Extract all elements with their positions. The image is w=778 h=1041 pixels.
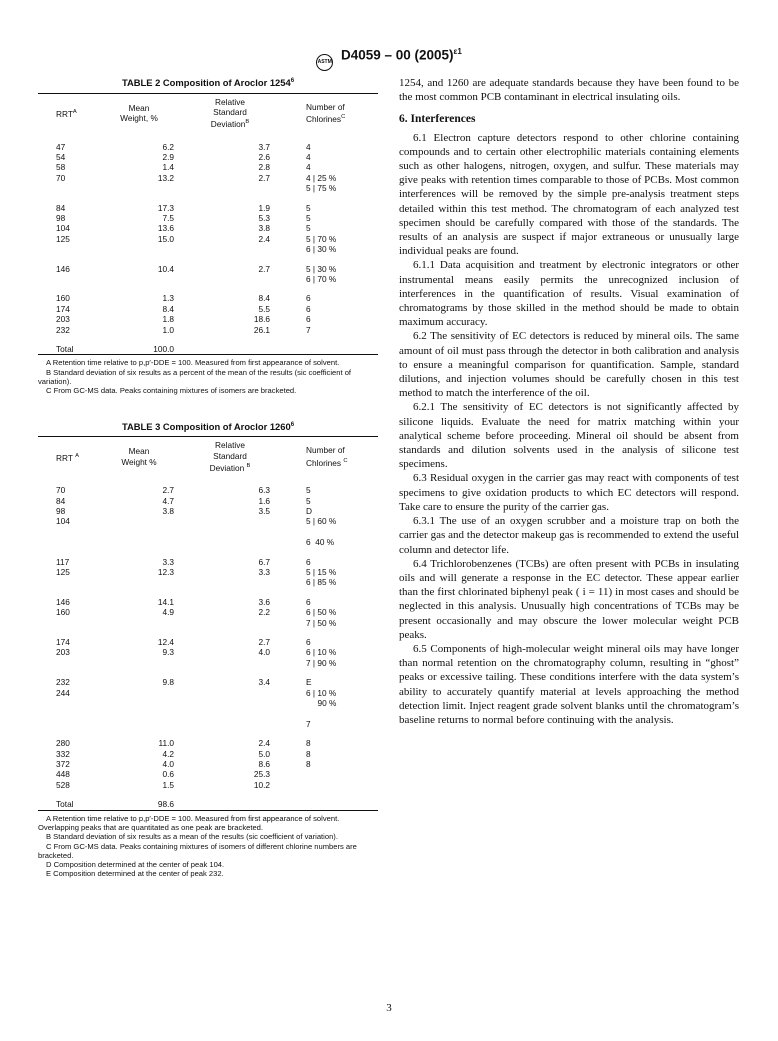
cell-mean: 17.3 <box>157 202 174 213</box>
cell-rrt: 146 <box>56 263 70 274</box>
table3-footnote-e: E Composition determined at the center of peak 232. <box>46 869 224 879</box>
cell-chlorines: 4 <box>306 151 311 162</box>
cell-rrt: 70 <box>56 172 66 183</box>
table-row <box>38 223 378 233</box>
cell-rrt: 104 <box>56 223 70 234</box>
cell-rsd: 1.6 <box>258 495 270 506</box>
cell-rsd: 2.8 <box>258 162 270 173</box>
paragraph-6-4: 6.4 Trichlorobenzenes (TCBs) are often present with PCBs in insulating oils and will generate a response in the EC detector. These appear earlier than the first chlorinated biphenyl peak ( i = 11) in most cases and should be neglected in this analysis. Unusually high concentrations of TCBs may be present occasionally and may obscure the lower molecular weight PCB peaks. <box>399 557 739 641</box>
table2-col-rsd: Relative Standard Deviation$^B$ <box>210 96 250 130</box>
document-header <box>0 47 778 71</box>
cell-rrt: 203 <box>56 647 70 658</box>
table-row <box>38 628 378 647</box>
table3 <box>38 437 378 810</box>
cell-rsd: 26.1 <box>253 324 270 335</box>
paragraph-6-5: 6.5 Components of high-molecular weight mineral oils may have longer than normal retention on the chromatography column, resulting in “ghost” peaks or excessive tailing. These conditions interfere with the data system’s ability to accurately quantify material at levels approaching the method detection limit. Inject reagent grade solvent blanks until the chromatogram’s baseline returns to normal before continuing with the analysis. <box>399 642 739 726</box>
cell-rsd: 8.4 <box>258 293 270 304</box>
table-row <box>38 749 378 759</box>
cell-rsd: 6.7 <box>258 556 270 567</box>
cell-chlorines <box>292 769 378 779</box>
cell-mean: 4.7 <box>162 495 174 506</box>
cell-mean: 6.2 <box>162 141 174 152</box>
cell-rrt: 125 <box>56 566 70 577</box>
section-heading: 6. Interferences <box>399 113 476 126</box>
cell-rsd: 3.7 <box>258 141 270 152</box>
cell-rsd: 10.2 <box>253 779 270 790</box>
page-number: 3 <box>386 1002 392 1014</box>
table3-footnote-d: D Composition determined at the center of peak 104. <box>46 860 225 870</box>
cell-rrt: 160 <box>56 293 70 304</box>
table-row <box>38 548 378 567</box>
table3-col-chlorines: Number of Chlorines $^C$ <box>306 445 348 468</box>
cell-rsd: 2.2 <box>258 607 270 618</box>
table2-footnotes <box>38 358 378 395</box>
cell-rrt: 280 <box>56 738 70 749</box>
cell-mean: 13.2 <box>157 172 174 183</box>
cell-mean: 10.4 <box>157 263 174 274</box>
cell-chlorines: 5 | 15 % 6 | 85 % <box>306 566 337 588</box>
cell-mean: 12.4 <box>157 637 174 647</box>
table2 <box>38 94 378 355</box>
cell-rsd: 2.6 <box>258 151 270 162</box>
cell-mean: 1.3 <box>162 293 174 304</box>
table-row <box>38 152 378 162</box>
cell-rsd: 2.7 <box>258 637 270 647</box>
paragraph-6-3-1: 6.3.1 The use of an oxygen scrubber and a moisture trap on both the carrier gas and the detector makeup gas is recommended to extend the useful column and detector life. <box>399 515 739 556</box>
cell-rrt: 54 <box>56 151 66 162</box>
table-row <box>38 234 378 255</box>
table2-title: TABLE 2 Composition of Aroclor 1254$^6$ <box>121 77 295 89</box>
cell-mean: 1.4 <box>162 162 174 173</box>
cell-mean: 9.8 <box>162 677 174 688</box>
cell-chlorines: 6 | 50 % 7 | 50 % <box>306 607 337 628</box>
cell-mean: 15.0 <box>157 233 174 244</box>
total-value: 98.6 <box>157 799 174 810</box>
table2-footnote-a: A Retention time relative to p,p′-DDE = 100. Measured from first appearance of solvent. <box>46 358 340 368</box>
cell-rrt: 528 <box>56 779 70 790</box>
cell-rsd: 18.6 <box>253 314 270 325</box>
cell-mean: 7.5 <box>162 212 174 223</box>
intro-paragraph: 1254, and 1260 are adequate standards because they have been found to be the most common PCB contaminant in electrical insulating oils. <box>399 77 739 104</box>
cell-rrt: 84 <box>56 495 66 506</box>
cell-rrt: 146 <box>56 596 70 607</box>
cell-mean: 1.8 <box>162 314 174 325</box>
cell-chlorines <box>292 780 378 790</box>
cell-mean: 0.6 <box>162 769 174 780</box>
cell-rrt: 203 <box>56 314 70 325</box>
cell-mean: 2.7 <box>162 485 174 496</box>
cell-rsd: 3.3 <box>258 566 270 577</box>
cell-chlorines: D 5 | 60 % 6 40 % <box>306 505 337 548</box>
table3-footnote-a: A Retention time relative to p,p′-DDE = 100. Measured from first appearance of solvent. Overlapping peaks that are quantitated as one peak are bracketed. <box>38 813 340 832</box>
cell-chlorines: 6 | 10 % 7 | 90 % <box>306 647 337 668</box>
cell-mean: 2.9 <box>162 151 174 162</box>
table-row <box>38 588 378 607</box>
left-column <box>38 76 378 879</box>
cell-mean: 1.0 <box>162 324 174 335</box>
table-row <box>38 729 378 748</box>
astm-logo-icon: ASTM <box>316 54 333 71</box>
table3-header-row <box>38 437 378 476</box>
table2-col-chlorines: Number of Chlorines$^C$ <box>306 101 346 124</box>
table2-footnote-c: C From GC-MS data. Peaks containing mixtures of isomers are bracketed. <box>46 386 297 396</box>
table3-footnote-b: B Standard deviation of six results as a mean of the results (sic coefficient of variation). <box>46 832 338 842</box>
designation-epsilon: ε1 <box>453 47 462 56</box>
table2-col-rrt: $RRT^A$ <box>56 108 77 119</box>
cell-chlorines: 7 <box>306 324 311 335</box>
cell-rsd: 2.7 <box>258 172 270 183</box>
table-row <box>38 213 378 223</box>
cell-mean: 11.0 <box>158 738 174 749</box>
paragraph-6-2: 6.2 The sensitivity of EC detectors is reduced by mineral oils. The same amount of oil must pass through the detector in both calibration and analysis to ensure a meaningful comparison for quantification. Sample, standard dilutions, and injection volumes should be carefully chosen in this test method to match the interference of the oil. <box>399 330 739 400</box>
cell-mean: 14.1 <box>157 596 174 607</box>
table-total-row <box>38 335 378 354</box>
cell-rrt: 98 104 <box>56 505 70 527</box>
table-row <box>38 769 378 779</box>
table-row <box>38 607 378 628</box>
cell-rrt: 174 <box>56 303 70 314</box>
cell-chlorines: 5 | 70 % 6 | 30 % <box>306 233 337 255</box>
table-total-row <box>38 790 378 809</box>
table-row <box>38 567 378 588</box>
cell-chlorines: 4 <box>306 141 311 152</box>
cell-chlorines: 6 <box>306 293 311 304</box>
cell-mean: 3.8 <box>162 505 174 516</box>
cell-mean: 4.2 <box>162 748 174 759</box>
table-row <box>38 194 378 213</box>
cell-chlorines: 8 <box>306 759 311 770</box>
paragraph-6-1-1: 6.1.1 Data acquisition and treatment by electronic integrators or other instrumental means easily permits the unrecognized inclusion of interferences in the quantification of results. Visual examination of chromatograms by those skilled in the method should be made to obtain maximum accuracy. <box>399 259 739 329</box>
table-row <box>38 173 378 194</box>
cell-chlorines: 8 <box>306 748 311 759</box>
paragraph-6-2-1: 6.2.1 The sensitivity of EC detectors is not significantly affected by silicone liquids. Evaluate the need for matrix matching within your analytical scheme before proceeding. Mineral oil should be absent from standards and dilution solvents used in the analysis of silicone test specimens. <box>399 401 739 471</box>
cell-rrt: 98 <box>56 212 66 223</box>
cell-rsd: 6.3 <box>258 485 270 496</box>
cell-chlorines: 6 <box>306 596 311 607</box>
cell-rrt: 232 <box>56 324 70 335</box>
table-row <box>38 506 378 548</box>
cell-rrt: 58 <box>56 162 66 173</box>
cell-mean: 13.6 <box>157 223 174 234</box>
cell-rsd: 3.5 <box>258 505 270 516</box>
table-row <box>38 780 378 790</box>
cell-rrt: 84 <box>56 202 66 213</box>
cell-rsd: 8.6 <box>258 759 270 770</box>
table3-footnotes <box>38 814 378 879</box>
cell-chlorines: 5 <box>306 495 311 506</box>
table2-col-mean: Mean Weight, % <box>120 102 158 124</box>
cell-rsd: 5.0 <box>258 748 270 759</box>
cell-rrt: 125 <box>56 233 70 244</box>
cell-chlorines: 6 <box>306 303 311 314</box>
table2-footnote-b: B Standard deviation of six results as a percent of the mean of the results (sic coefficient of variation). <box>38 367 352 387</box>
total-label: Total <box>56 799 74 810</box>
cell-rsd: 3.4 <box>258 677 270 688</box>
cell-mean: 4.9 <box>162 607 174 618</box>
cell-rrt: 232 244 <box>56 677 70 698</box>
cell-rsd: 2.4 <box>258 738 270 749</box>
table3-title: TABLE 3 Composition of Aroclor 1260$^6$ <box>121 420 295 432</box>
cell-mean: 4.0 <box>162 759 174 770</box>
table-row <box>38 496 378 506</box>
table-row <box>38 255 378 285</box>
cell-rsd: 4.0 <box>258 647 270 658</box>
table-row <box>38 668 378 729</box>
cell-chlorines: 8 <box>306 738 311 749</box>
table-row <box>38 304 378 314</box>
cell-chlorines: 5 <box>306 223 311 234</box>
table3-col-rsd: Relative Standard Deviation $^B$ <box>209 440 251 473</box>
table3-col-mean: Mean Weight % <box>121 446 157 467</box>
cell-mean: 12.3 <box>157 566 174 577</box>
table3-col-rrt: RRT $^A$ <box>56 452 79 463</box>
cell-rsd: 2.4 <box>258 233 270 244</box>
cell-mean: 1.5 <box>162 779 174 790</box>
cell-rsd: 3.8 <box>258 223 270 234</box>
table-row <box>38 162 378 172</box>
table2-header-row <box>38 94 378 133</box>
table-row <box>38 476 378 495</box>
cell-rrt: 117 <box>56 556 70 567</box>
cell-chlorines: 6 <box>306 314 311 325</box>
cell-rsd: 25.3 <box>253 769 270 780</box>
cell-mean: 8.4 <box>162 303 174 314</box>
document-designation: D4059 – 00 (2005) <box>340 47 454 63</box>
cell-rsd: 5.3 <box>258 212 270 223</box>
cell-chlorines: 5 <box>306 212 311 223</box>
cell-mean: 9.3 <box>162 647 174 658</box>
table-row <box>38 647 378 668</box>
table-row <box>38 133 378 152</box>
cell-mean: 3.3 <box>162 556 174 567</box>
cell-rsd: 1.9 <box>258 202 270 213</box>
cell-chlorines: 5 | 30 % 6 | 70 % <box>306 263 337 284</box>
cell-rrt: 332 <box>56 748 70 759</box>
table3-footnote-c: C From GC-MS data. Peaks containing mixtures of isomers of different chlorine numbers are bracketed. <box>38 841 357 860</box>
table-row <box>38 325 378 335</box>
cell-rsd: 2.7 <box>258 263 270 274</box>
cell-rrt: 160 <box>56 607 70 618</box>
cell-chlorines: 6 <box>306 556 311 567</box>
cell-rrt: 70 <box>56 485 66 496</box>
cell-chlorines: 6 <box>306 637 311 647</box>
cell-rrt: 448 <box>56 769 70 780</box>
cell-rsd: 5.5 <box>258 303 270 314</box>
paragraph-6-1: 6.1 Electron capture detectors respond to other chlorine containing compounds and to certain other electrophilic materials containing elements such as other halogens, nitrogen, oxygen, and sulfur. These materials may give peaks with retention times comparable to those of PCBs. Most common interferences will be removed by the simple pre-analysis treatment steps detailed within this test method. The chromatogram of each analyzed test specimen should be carefully compared with those of the standards. The results of an analysis are suspect if major extraneous or unusually large individual peaks are found. <box>399 131 739 258</box>
cell-chlorines: 5 <box>306 485 311 496</box>
cell-rsd: 3.6 <box>258 596 270 607</box>
cell-rrt: 47 <box>56 141 66 152</box>
total-label: Total <box>56 344 74 355</box>
cell-rrt: 372 <box>56 759 70 770</box>
cell-chlorines: 4 | 25 % 5 | 75 % <box>306 172 337 194</box>
cell-chlorines: 4 <box>306 162 311 173</box>
cell-chlorines: E 6 | 10 % 90 % 7 <box>306 677 337 729</box>
right-column <box>399 76 739 727</box>
table-row <box>38 314 378 324</box>
table-row <box>38 759 378 769</box>
cell-rrt: 174 <box>56 637 70 647</box>
cell-chlorines: 5 <box>306 202 311 213</box>
table-row <box>38 284 378 303</box>
total-value: 100.0 <box>153 344 174 355</box>
paragraph-6-3: 6.3 Residual oxygen in the carrier gas may react with components of test specimens to give oxidation products to which EC detectors will respond. Take care to ensure the purity of the carrier gas. <box>399 472 739 513</box>
